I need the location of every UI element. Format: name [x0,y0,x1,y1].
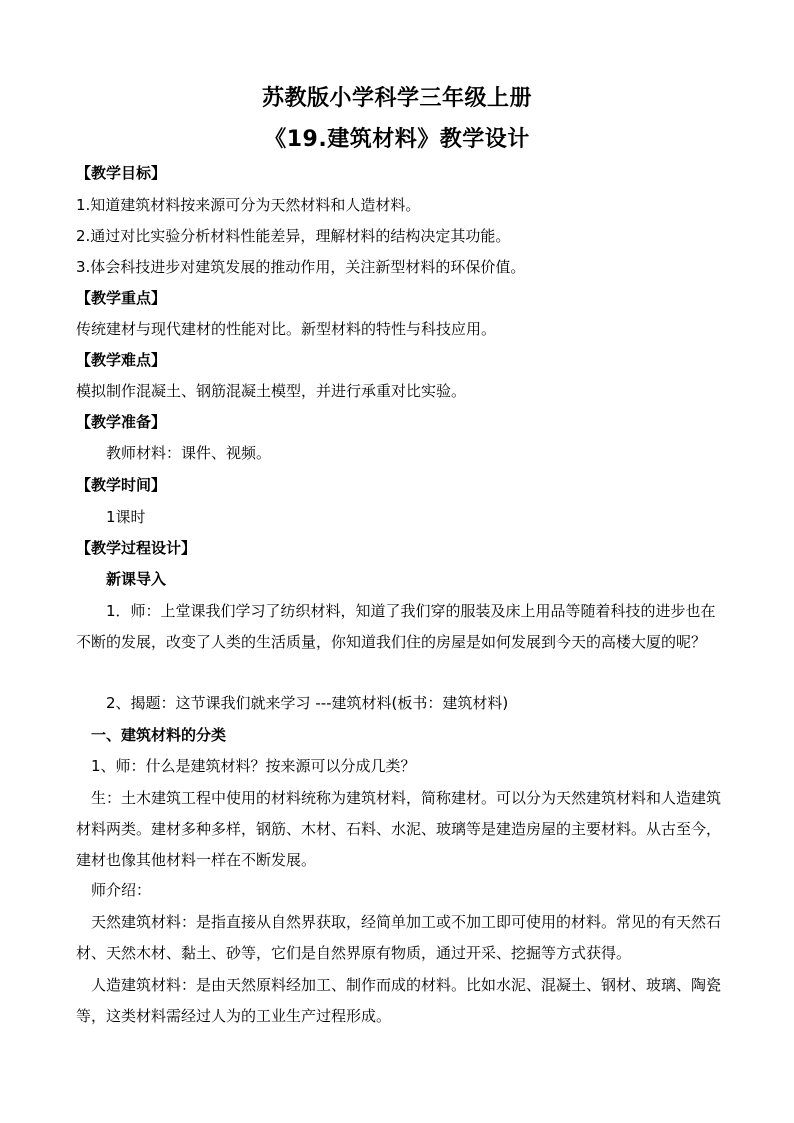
process-heading: 【教学过程设计】 [76,539,197,557]
time-heading: 【教学时间】 [76,476,167,494]
time-text: 1课时 [106,508,146,526]
teacher-intro-label: 师介绍： [91,881,152,899]
difficulty-text: 模拟制作混凝土、钢筋混凝土模型，并进行承重对比实验。 [76,382,467,400]
intro-heading: 新课导入 [106,570,167,588]
objective-item-2: 2.通过对比实验分析材料性能差异，理解材料的结构决定其功能。 [76,227,511,245]
objective-item-3: 3.体会科技进步对建筑发展的推动作用，关注新型材料的环保价值。 [76,258,526,276]
part1-answer: 生：土木建筑工程中使用的材料统称为建筑材料，简称建材。可以分为天然建筑材料和人造建筑材料两类。建材多种多样，钢筋、木材、石料、水泥、玻璃等是建造房屋的主要材料。从古至今，建材也像其他材料一样在不断发展。 [76,789,722,869]
preparation-text: 教师材料：课件、视频。 [106,444,272,462]
artificial-materials-text: 人造建筑材料：是由天然原料经加工、制作而成的材料。比如水泥、混凝土、钢材、玻璃、陶瓷等，这类材料需经过人为的工业生产过程形成。 [76,976,722,1025]
key-points-heading: 【教学重点】 [76,289,167,307]
document-title-line2: 《19.建筑材料》教学设计 [264,127,530,152]
part1-heading: 一、建筑材料的分类 [91,726,227,744]
preparation-heading: 【教学准备】 [76,413,167,431]
objective-item-1: 1.知道建筑材料按来源可分为天然材料和人造材料。 [76,196,421,214]
natural-materials-text: 天然建筑材料：是指直接从自然界获取，经简单加工或不加工即可使用的材料。常见的有天然石材、天然木材、黏土、砂等，它们是自然界原有物质，通过开采、挖掘等方式获得。 [76,913,722,962]
document-title-line1: 苏教版小学科学三年级上册 [261,86,532,111]
key-points-text: 传统建材与现代建材的性能对比。新型材料的特性与科技应用。 [76,320,497,338]
objectives-heading: 【教学目标】 [76,164,167,182]
difficulty-heading: 【教学难点】 [76,351,167,369]
intro-paragraph-1: 1．师：上堂课我们学习了纺织材料，知道了我们穿的服装及床上用品等随着科技的进步也在不断的发展，改变了人类的生活质量，你知道我们住的房屋是如何发展到今天的高楼大厦的呢？ [76,602,716,651]
intro-paragraph-2: 2、揭题：这节课我们就来学习 ---建筑材料(板书：建筑材料) [106,694,509,712]
part1-question: 1、师：什么是建筑材料？按来源可以分成几类？ [91,757,416,775]
